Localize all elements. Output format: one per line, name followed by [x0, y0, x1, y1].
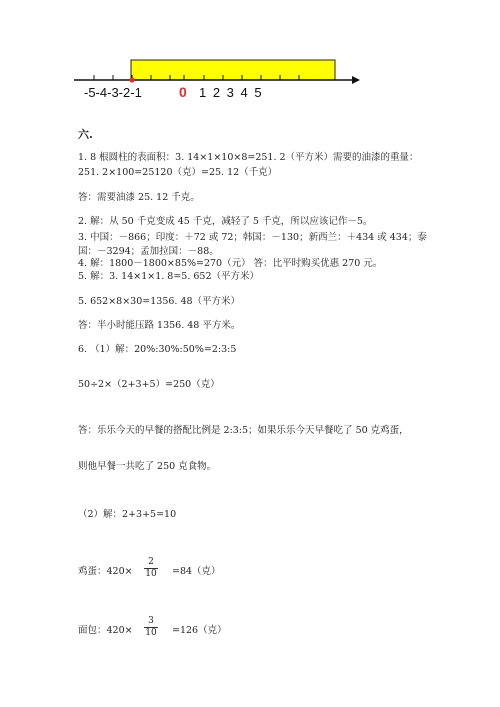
egg-fraction-denominator: 10 — [145, 569, 157, 579]
bread-fraction-denominator: 10 — [145, 628, 157, 638]
bread-calc-prefix: 面包：420× — [78, 625, 133, 636]
answer-line: 6. （1）解：20%:30%:50%=2:3:5 — [78, 344, 237, 355]
egg-calc-prefix: 鸡蛋：420× — [78, 566, 133, 577]
answer-line: 答：需要油漆 25. 12 千克。 — [78, 192, 200, 203]
number-line-positive-labels: 1 2 3 4 5 — [199, 85, 262, 100]
answer-line: 5. 652×8×30=1356. 48（平方米） — [78, 296, 241, 307]
answer-line: 1. 8 根圆柱的表面积：3. 14×1×10×8=251. 2（平方米）需要的油漆的重量： — [78, 152, 419, 163]
answer-line: 3. 中国：－866；印度：＋72 或 72；韩国：－130；新西兰：＋434 或 434；泰 — [78, 232, 427, 243]
answer-line: 4. 解：1800－1800×85%=270（元） 答：比平时购买优惠 270 元。 — [78, 258, 383, 269]
answer-line: 50÷2×（2+3+5）=250（克） — [78, 379, 220, 390]
bread-fraction — [144, 616, 158, 639]
number-line-point — [129, 77, 134, 82]
number-line-zero-label: 0 — [179, 84, 187, 100]
answer-line: 251. 2×100=25120（克）=25. 12（千克） — [78, 167, 278, 178]
answer-line: 则他早餐一共吃了 250 克食物。 — [78, 461, 217, 472]
egg-fraction-numerator: 2 — [144, 557, 158, 569]
answer-line: 5. 解：3. 14×1×1. 8=5. 652（平方米） — [78, 271, 260, 282]
answer-line: （2）解：2+3+5=10 — [78, 509, 177, 520]
section-heading: 六. — [78, 128, 93, 141]
bread-fraction-numerator: 3 — [144, 616, 158, 628]
bread-calc-result: =126（克） — [172, 625, 227, 636]
number-line-arrow — [352, 76, 360, 84]
egg-fraction — [144, 557, 158, 580]
answer-line: 2. 解：从 50 千克变成 45 千克，减轻了 5 千克，所以应该记作－5。 — [78, 216, 373, 227]
answer-line: 国：－3294；孟加拉国：－88。 — [78, 246, 219, 257]
number-line-negative-labels: -5-4-3-2-1 — [84, 85, 142, 100]
answer-line: 答：半小时能压路 1356. 48 平方米。 — [78, 320, 241, 331]
answer-line: 答：乐乐今天的早餐的搭配比例是 2:3:5；如果乐乐今天早餐吃了 50 克鸡蛋， — [78, 425, 409, 436]
number-line-highlight — [131, 60, 335, 80]
egg-calc-result: =84（克） — [172, 566, 221, 577]
